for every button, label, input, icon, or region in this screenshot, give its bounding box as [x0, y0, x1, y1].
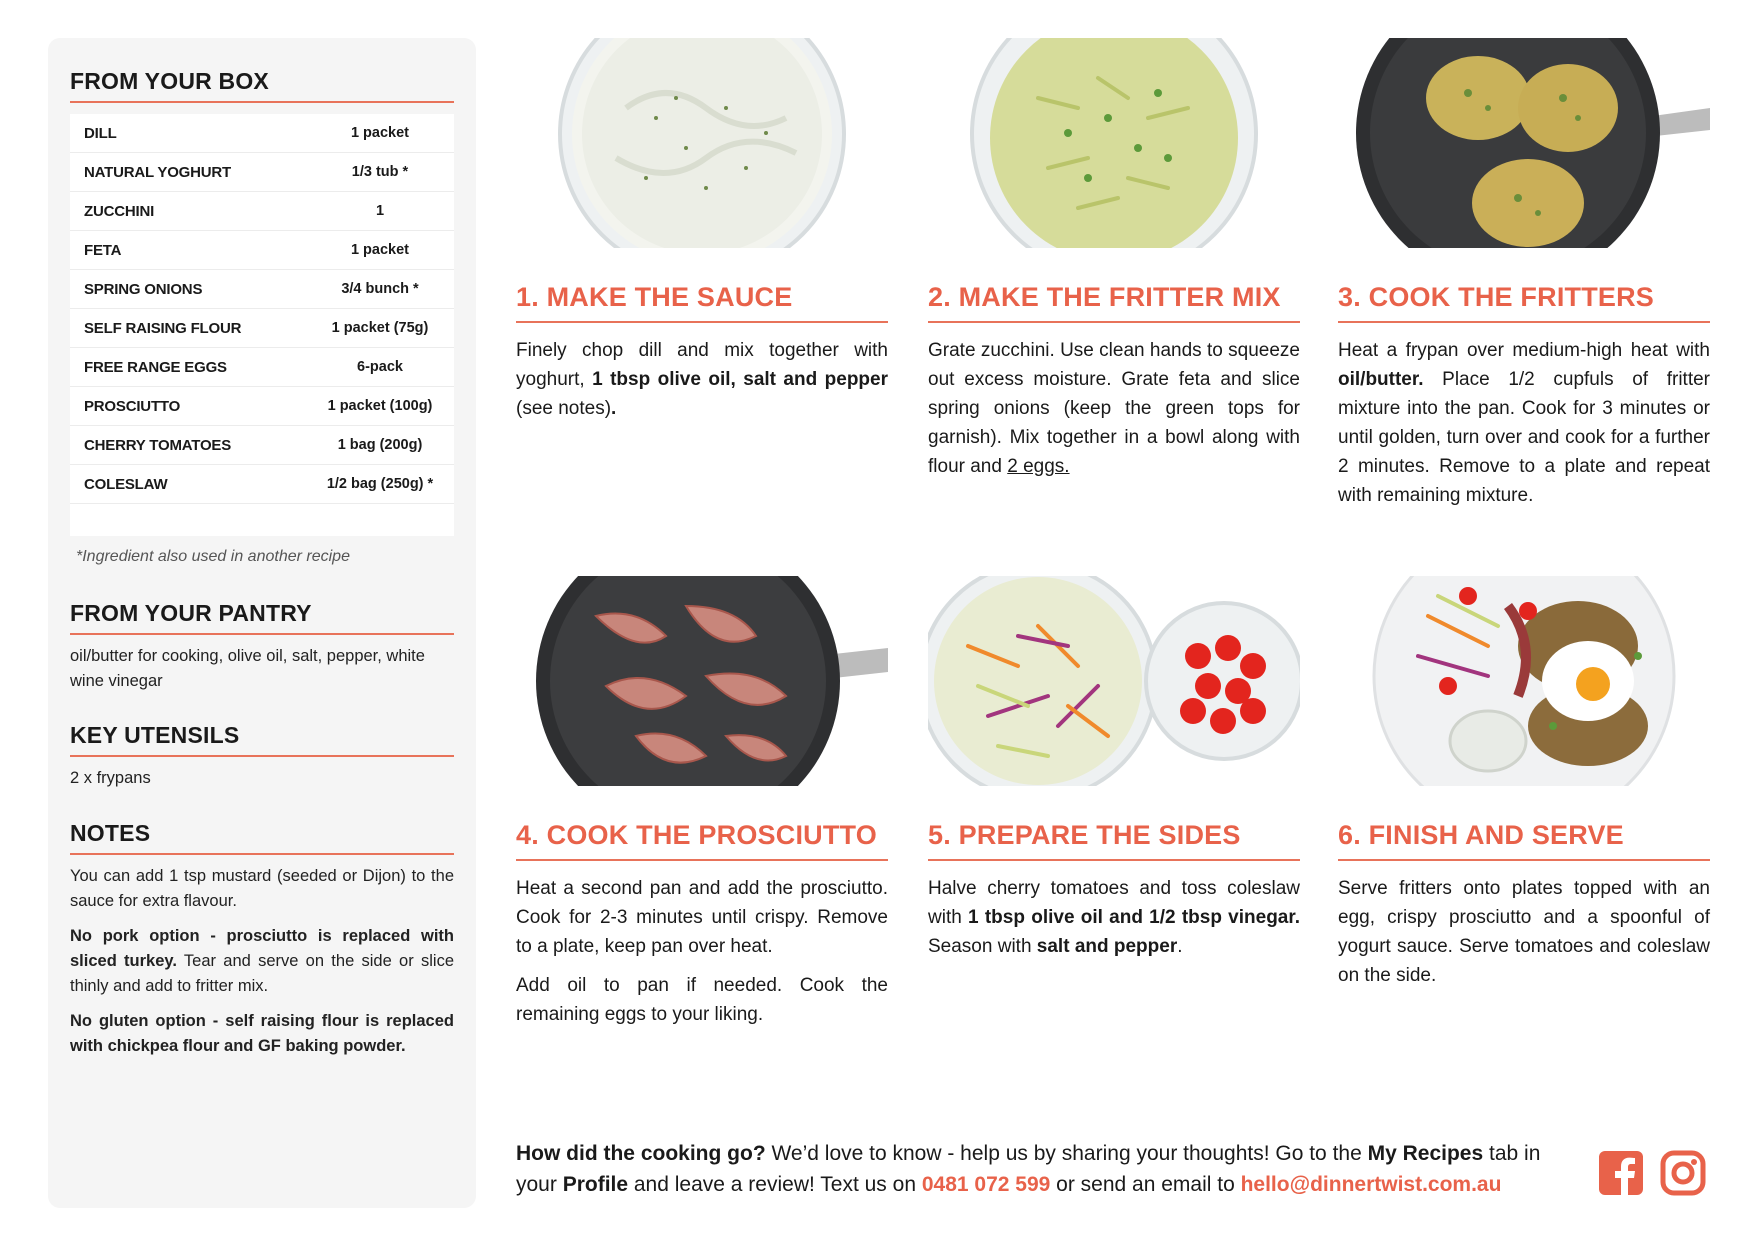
ingredient-name: FREE RANGE EGGS [84, 358, 227, 376]
from-your-pantry-title: FROM YOUR PANTRY [70, 600, 454, 635]
ingredient-name: SELF RAISING FLOUR [84, 319, 242, 337]
sides-bowls-image [928, 576, 1300, 786]
ingredient-qty: 1 packet [350, 242, 410, 258]
ingredient-qty: 1 packet (100g) [327, 398, 433, 414]
ingredient-name: FETA [84, 241, 122, 259]
table-row [70, 153, 454, 192]
table-row [70, 114, 454, 153]
step-6-title: 6. FINISH AND SERVE [1338, 820, 1710, 861]
step-5-title: 5. PREPARE THE SIDES [928, 820, 1300, 861]
sauce-bowl-image [516, 38, 888, 248]
step-1-title: 1. MAKE THE SAUCE [516, 282, 888, 323]
table-row [70, 231, 454, 270]
table-row [70, 309, 454, 348]
table-row [70, 465, 454, 504]
ingredient-name: PROSCIUTTO [84, 397, 181, 415]
step-2-title: 2. MAKE THE FRITTER MIX [928, 282, 1300, 323]
step-5-body: Halve cherry tomatoes and toss coleslaw with 1 tbsp olive oil and 1/2 tbsp vinegar. Season with salt and pepper. [928, 878, 1300, 957]
step-3-title: 3. COOK THE FRITTERS [1338, 282, 1710, 323]
ingredient-qty: 1/2 bag (250g) * [326, 476, 434, 492]
from-your-box-title: FROM YOUR BOX [70, 68, 454, 103]
table-row [70, 387, 454, 426]
notes-title: NOTES [70, 820, 454, 855]
utensils-text: 2 x frypans [70, 769, 151, 787]
table-row [70, 270, 454, 309]
step-3-body: Heat a frypan over medium-high heat with oil/butter. Place 1/2 cupfuls of fritter mixture into the pan. Cook for 3 minutes or until golden, turn over and cook for a further 2 minutes. Remove to a plate and repeat with remaining mixture. [1338, 340, 1710, 506]
footer-question: How did the cooking go? [516, 1142, 766, 1165]
step-1-body: Finely chop dill and mix together with yoghurt, 1 tbsp olive oil, salt and pepper (see notes). [516, 340, 888, 419]
table-row [70, 426, 454, 465]
step-4-title: 4. COOK THE PROSCIUTTO [516, 820, 888, 861]
table-row [70, 192, 454, 231]
ingredient-name: ZUCCHINI [84, 202, 155, 220]
key-utensils-title: KEY UTENSILS [70, 722, 454, 757]
review-footer: How did the cooking go? We’d love to know - help us by sharing your thoughts! Go to the My Recipes tab in your Profile and leave a review! Text us on 0481 072 599 or send an email to hello@dinnertwist.com.au [516, 1142, 1541, 1196]
pantry-text: oil/butter for cooking, olive oil, salt, pepper, white wine vinegar [70, 647, 425, 690]
ingredient-qty: 3/4 bunch * [341, 281, 419, 297]
step-6-body: Serve fritters onto plates topped with an egg, crispy prosciutto and a spoonful of yogurt sauce. Serve tomatoes and coleslaw on the side. [1338, 878, 1710, 986]
ingredient-qty: 1 bag (200g) [337, 437, 423, 453]
instagram-icon[interactable] [1660, 1150, 1706, 1196]
prosciutto-pan-image [516, 576, 888, 786]
ingredient-name: NATURAL YOGHURT [84, 163, 232, 181]
ingredient-qty: 1 packet (75g) [331, 320, 429, 336]
ingredient-name: DILL [84, 124, 117, 142]
fritters-pan-image [1338, 38, 1710, 248]
phone-link[interactable]: 0481 072 599 [921, 1173, 1051, 1196]
ingredient-qty: 6-pack [357, 359, 403, 375]
email-link[interactable]: hello@dinnertwist.com.au [1240, 1173, 1502, 1196]
box-ingredients-table [70, 114, 454, 536]
ingredient-name: COLESLAW [84, 475, 168, 493]
notes-text: You can add 1 tsp mustard (seeded or Dijon) to the sauce for extra flavour. No pork option - prosciutto is replaced with sliced turkey. Tear and serve on the side or slice thinly and add to fritter mix. No gluten option - self raising flour is replaced with chickpea flour and GF baking powder. [70, 867, 454, 1055]
step-4-body: Heat a second pan and add the prosciutto. Cook for 2-3 minutes until crispy. Remove to a plate, keep pan over heat. Add oil to pan if needed. Cook the remaining eggs to your liking. [516, 878, 888, 1025]
facebook-icon[interactable] [1598, 1150, 1644, 1196]
ingredient-name: SPRING ONIONS [84, 280, 203, 298]
ingredients-panel [48, 38, 476, 1208]
ingredient-name: CHERRY TOMATOES [84, 436, 232, 454]
table-row [70, 348, 454, 387]
ingredient-qty: 1 [375, 203, 385, 219]
finished-plate-image [1338, 576, 1710, 786]
step-2-body: Grate zucchini. Use clean hands to squeeze out excess moisture. Grate feta and slice spring onions (keep the green tops for garnish). Mix together in a bowl along with flour and 2 eggs. [928, 340, 1300, 477]
ingredient-qty: 1 packet [350, 125, 410, 141]
ingredient-qty: 1/3 tub * [351, 164, 409, 180]
fritter-mix-bowl-image [928, 38, 1300, 248]
ingredient-footnote: *Ingredient also used in another recipe [76, 548, 350, 565]
